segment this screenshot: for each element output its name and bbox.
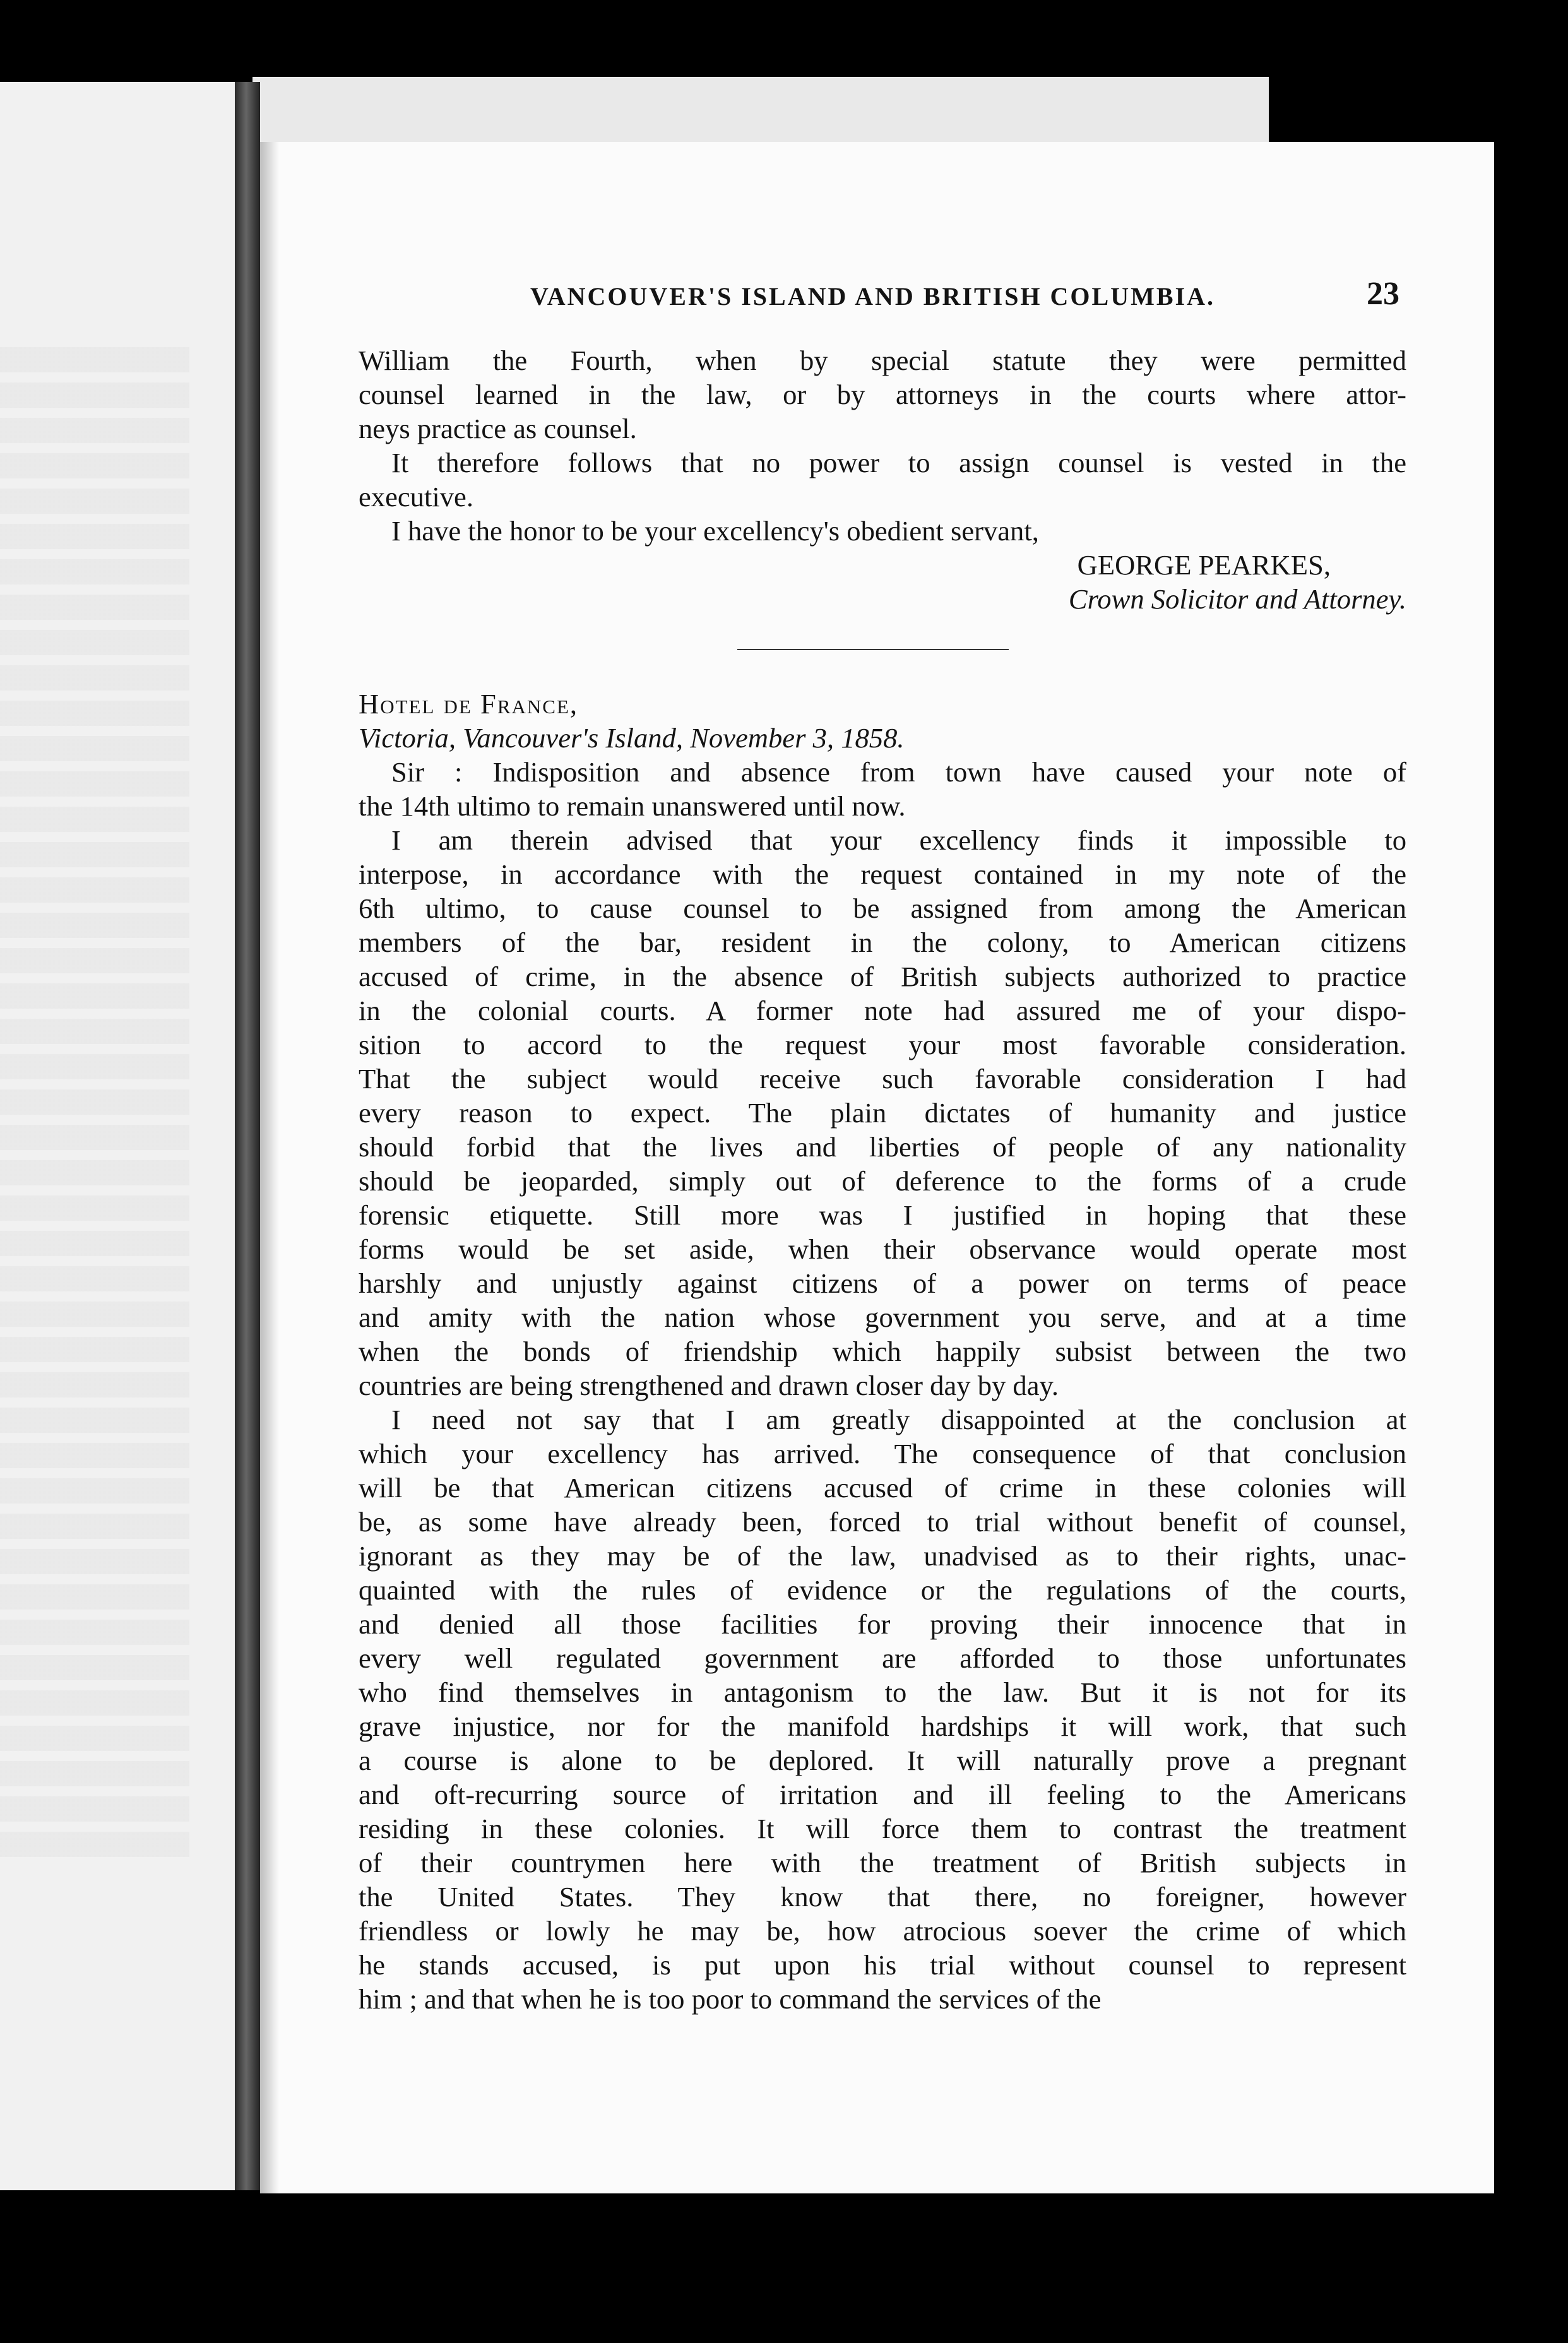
letter1-paragraph-2 bbox=[359, 446, 1406, 514]
text-line: It therefore follows that no power to assign counsel is vested in the bbox=[391, 447, 1406, 478]
letter1-closing: I have the honor to be your excellency's obedient servant, bbox=[391, 515, 1039, 547]
letter2-address-line2: Victoria, Vancouver's Island, November 3, 1858. bbox=[359, 722, 905, 754]
page-body bbox=[359, 343, 1406, 2016]
signature-name: GEORGE PEARKES, bbox=[1077, 549, 1331, 581]
text-line: friendless or lowly he may be, how atrocious soever the crime of which bbox=[359, 1915, 1406, 1947]
text-line: interpose, in accordance with the request contained in my note of the bbox=[359, 858, 1406, 890]
text-line: he stands accused, is put upon his trial without counsel to represent bbox=[359, 1949, 1406, 1981]
text-line: and oft-recurring source of irritation and ill feeling to the Americans bbox=[359, 1779, 1406, 1810]
text-line: members of the bar, resident in the colony, to American citizens bbox=[359, 927, 1406, 958]
film-frame-edge bbox=[252, 77, 1269, 153]
text-line: 6th ultimo, to cause counsel to be assigned from among the American bbox=[359, 893, 1406, 924]
text-line: should forbid that the lives and liberties of people of any nationality bbox=[359, 1131, 1406, 1163]
letter2-address-line1: Hotel de France, bbox=[359, 688, 579, 720]
text-line: Sir : Indisposition and absence from town have caused your note of bbox=[391, 756, 1406, 788]
section-divider bbox=[737, 649, 1009, 650]
text-line: grave injustice, nor for the manifold hardships it will work, that such bbox=[359, 1711, 1406, 1742]
text-line: countries are being strengthened and drawn closer day by day. bbox=[359, 1370, 1059, 1401]
text-line: in the colonial courts. A former note had assured me of your dispo- bbox=[359, 995, 1406, 1026]
text-line: counsel learned in the law, or by attorneys in the courts where attor- bbox=[359, 379, 1406, 410]
text-line: every well regulated government are afforded to those unfortunates bbox=[359, 1642, 1406, 1674]
text-line: him ; and that when he is too poor to command the services of the bbox=[359, 1983, 1102, 2015]
text-line: accused of crime, in the absence of British subjects authorized to practice bbox=[359, 961, 1406, 992]
book-gutter bbox=[235, 82, 260, 2190]
text-line: quainted with the rules of evidence or the regulations of the courts, bbox=[359, 1574, 1406, 1606]
signature-title: Crown Solicitor and Attorney. bbox=[1068, 583, 1406, 615]
text-line: neys practice as counsel. bbox=[359, 413, 637, 444]
text-line: forms would be set aside, when their observance would operate most bbox=[359, 1233, 1406, 1265]
letter2-paragraph-3 bbox=[359, 1403, 1406, 2016]
text-line: sition to accord to the request your most favorable consideration. bbox=[359, 1029, 1406, 1060]
letter2-paragraph-2 bbox=[359, 823, 1406, 1403]
text-line: be, as some have already been, forced to trial without benefit of counsel, bbox=[359, 1506, 1406, 1538]
letter2-paragraph-1 bbox=[359, 755, 1406, 823]
text-line: ignorant as they may be of the law, unadvised as to their rights, unac- bbox=[359, 1540, 1406, 1572]
letter1-paragraph-1 bbox=[359, 343, 1406, 446]
bleed-through-shading bbox=[0, 347, 189, 1862]
text-line: a course is alone to be deplored. It will naturally prove a pregnant bbox=[359, 1745, 1406, 1776]
text-line: harshly and unjustly against citizens of a power on terms of peace bbox=[359, 1267, 1406, 1299]
text-line: and amity with the nation whose government you serve, and at a time bbox=[359, 1302, 1406, 1333]
text-line: which your excellency has arrived. The consequence of that conclusion bbox=[359, 1438, 1406, 1469]
text-line: should be jeoparded, simply out of deference to the forms of a crude bbox=[359, 1165, 1406, 1197]
text-line: William the Fourth, when by special statute they were permitted bbox=[359, 345, 1406, 376]
facing-page-left bbox=[0, 82, 240, 2190]
text-line: when the bonds of friendship which happily subsist between the two bbox=[359, 1336, 1406, 1367]
text-line: executive. bbox=[359, 481, 473, 513]
page-number: 23 bbox=[1367, 276, 1399, 312]
text-line: who find themselves in antagonism to the law. But it is not for its bbox=[359, 1676, 1406, 1708]
text-line: I need not say that I am greatly disappointed at the conclusion at bbox=[391, 1404, 1406, 1435]
text-line: every reason to expect. The plain dictates of humanity and justice bbox=[359, 1097, 1406, 1129]
frame-shadow bbox=[1494, 145, 1568, 2193]
text-line: That the subject would receive such favorable consideration I had bbox=[359, 1063, 1406, 1094]
text-line: I am therein advised that your excellency finds it impossible to bbox=[391, 824, 1406, 856]
text-line: the United States. They know that there, no foreigner, however bbox=[359, 1881, 1406, 1913]
text-line: of their countrymen here with the treatment of British subjects in bbox=[359, 1847, 1406, 1878]
running-title: VANCOUVER'S ISLAND AND BRITISH COLUMBIA. bbox=[530, 282, 1215, 311]
text-line: and denied all those facilities for proving their innocence that in bbox=[359, 1608, 1406, 1640]
text-line: residing in these colonies. It will force them to contrast the treatment bbox=[359, 1813, 1406, 1844]
text-line: will be that American citizens accused of crime in these colonies will bbox=[359, 1472, 1406, 1504]
text-line: forensic etiquette. Still more was I justified in hoping that these bbox=[359, 1199, 1406, 1231]
text-line: the 14th ultimo to remain unanswered until now. bbox=[359, 790, 906, 822]
